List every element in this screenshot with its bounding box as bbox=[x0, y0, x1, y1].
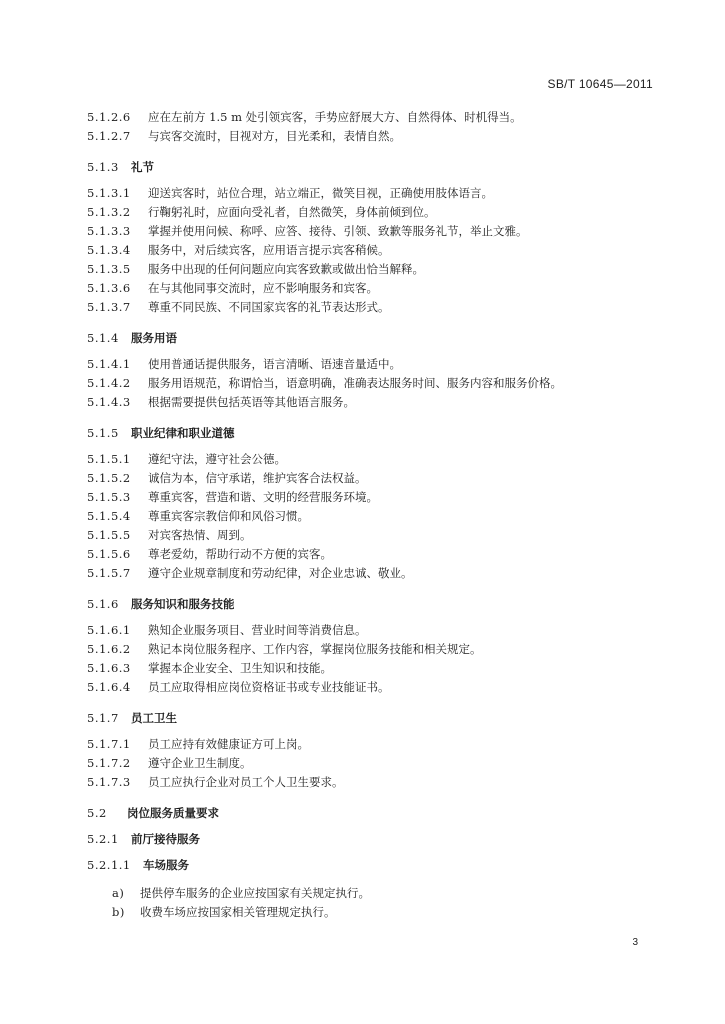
clause-item bbox=[87, 355, 667, 374]
clause-number: 5.1.5.1 bbox=[87, 452, 131, 466]
clause-number: 5.2 bbox=[87, 806, 107, 820]
clause-item bbox=[87, 564, 667, 583]
clause-number: 5.1.5.2 bbox=[87, 471, 131, 485]
clause-number: 5.1.3.4 bbox=[87, 243, 131, 257]
clause-number: 5.2.1 bbox=[87, 832, 119, 846]
clause-number: 5.1.3.5 bbox=[87, 262, 131, 276]
clause-number: 5.1.6.1 bbox=[87, 623, 131, 637]
clause-number: 5.1.3.6 bbox=[87, 281, 131, 295]
clause-text: 对宾客热情、周到。 bbox=[148, 528, 252, 542]
clause-number: 5.1.5.5 bbox=[87, 528, 131, 542]
clause-item bbox=[87, 393, 667, 412]
clause-item bbox=[87, 450, 667, 469]
clause-item bbox=[87, 621, 667, 640]
clause-number: a) bbox=[112, 886, 125, 900]
clause-number: 5.1.6.2 bbox=[87, 642, 131, 656]
clause-item bbox=[87, 754, 667, 773]
clause-number: 5.1.4 bbox=[87, 331, 119, 345]
clause-item bbox=[87, 298, 667, 317]
clause-text: 岗位服务质量要求 bbox=[127, 806, 219, 820]
clause-item bbox=[87, 735, 667, 754]
clause-text: 服务用语规范，称谓恰当，语意明确，准确表达服务时间、服务内容和服务价格。 bbox=[148, 376, 562, 390]
clause-text: 尊重宾客宗教信仰和风俗习惯。 bbox=[148, 509, 309, 523]
clause-item bbox=[87, 659, 667, 678]
clause-text: 掌握并使用问候、称呼、应答、接待、引领、致歉等服务礼节，举止文雅。 bbox=[148, 224, 528, 238]
clause-text: 迎送宾客时，站位合理，站立端正，微笑目视，正确使用肢体语言。 bbox=[148, 186, 493, 200]
clause-item bbox=[87, 507, 667, 526]
clause-number: 5.1.2.7 bbox=[87, 129, 131, 143]
clause-number: 5.1.3 bbox=[87, 160, 119, 174]
clause-number: 5.1.3.2 bbox=[87, 205, 131, 219]
clause-text: 熟记本岗位服务程序、工作内容，掌握岗位服务技能和相关规定。 bbox=[148, 642, 482, 656]
clause-number: 5.1.4.1 bbox=[87, 357, 131, 371]
clause-text: 服务知识和服务技能 bbox=[131, 597, 235, 611]
subsection-heading bbox=[87, 830, 667, 849]
section-heading bbox=[87, 804, 667, 823]
clause-number: 5.1.6 bbox=[87, 597, 119, 611]
document-body bbox=[87, 108, 667, 922]
clause-text: 服务中，对后续宾客，应用语言提示宾客稍候。 bbox=[148, 243, 390, 257]
clause-text: 应在左前方 1.5 m 处引领宾客，手势应舒展大方、自然得体、时机得当。 bbox=[148, 110, 522, 124]
clause-number: 5.1.3.7 bbox=[87, 300, 131, 314]
clause-item bbox=[87, 127, 667, 146]
clause-number: 5.1.6.3 bbox=[87, 661, 131, 675]
clause-number: 5.1.7.1 bbox=[87, 737, 131, 751]
clause-text: 行鞠躬礼时，应面向受礼者，自然微笑，身体前倾到位。 bbox=[148, 205, 436, 219]
clause-text: 诚信为本，信守承诺，维护宾客合法权益。 bbox=[148, 471, 367, 485]
clause-text: 掌握本企业安全、卫生知识和技能。 bbox=[148, 661, 332, 675]
clause-number: 5.1.5.3 bbox=[87, 490, 131, 504]
clause-number: 5.1.7.2 bbox=[87, 756, 131, 770]
subsection-heading bbox=[87, 595, 667, 614]
subsection-heading bbox=[87, 329, 667, 348]
clause-item bbox=[87, 260, 667, 279]
clause-item bbox=[87, 222, 667, 241]
clause-text: 在与其他同事交流时，应不影响服务和宾客。 bbox=[148, 281, 378, 295]
clause-text: 尊重不同民族、不同国家宾客的礼节表达形式。 bbox=[148, 300, 390, 314]
clause-number: 5.1.4.2 bbox=[87, 376, 131, 390]
clause-text: 遵守企业卫生制度。 bbox=[148, 756, 252, 770]
subsection-heading bbox=[87, 158, 667, 177]
clause-item bbox=[87, 374, 667, 393]
standard-code-header: SB/T 10645—2011 bbox=[547, 77, 653, 91]
clause-text: 遵守企业规章制度和劳动纪律，对企业忠诚、敬业。 bbox=[148, 566, 413, 580]
clause-item bbox=[87, 279, 667, 298]
clause-text: 与宾客交流时，目视对方，目光柔和，表情自然。 bbox=[148, 129, 401, 143]
clause-text: 熟知企业服务项目、营业时间等消费信息。 bbox=[148, 623, 367, 637]
clause-text: 前厅接待服务 bbox=[131, 832, 200, 846]
clause-number: 5.1.4.3 bbox=[87, 395, 131, 409]
clause-number: 5.1.3.1 bbox=[87, 186, 131, 200]
clause-item bbox=[87, 184, 667, 203]
clause-number: 5.1.7 bbox=[87, 711, 119, 725]
clause-number: 5.1.2.6 bbox=[87, 110, 131, 124]
clause-text: 员工应取得相应岗位资格证书或专业技能证书。 bbox=[148, 680, 390, 694]
clause-number: 5.1.5.7 bbox=[87, 566, 131, 580]
clause-text: 尊重宾客，营造和谐、文明的经营服务环境。 bbox=[148, 490, 378, 504]
clause-text: 收费车场应按国家相关管理规定执行。 bbox=[140, 905, 336, 919]
clause-number: 5.2.1.1 bbox=[87, 858, 131, 872]
list-item bbox=[87, 903, 667, 922]
clause-text: 根据需要提供包括英语等其他语言服务。 bbox=[148, 395, 355, 409]
list-item bbox=[87, 884, 667, 903]
clause-item bbox=[87, 526, 667, 545]
clause-number: b) bbox=[112, 905, 125, 919]
subsection-heading bbox=[87, 424, 667, 443]
clause-item bbox=[87, 640, 667, 659]
clause-item bbox=[87, 678, 667, 697]
clause-item bbox=[87, 469, 667, 488]
clause-text: 礼节 bbox=[131, 160, 154, 174]
clause-number: 5.1.6.4 bbox=[87, 680, 131, 694]
clause-number: 5.1.7.3 bbox=[87, 775, 131, 789]
clause-item bbox=[87, 773, 667, 792]
clause-text: 服务中出现的任何问题应向宾客致歉或做出恰当解释。 bbox=[148, 262, 424, 276]
subsection-heading bbox=[87, 709, 667, 728]
clause-item bbox=[87, 488, 667, 507]
clause-text: 服务用语 bbox=[131, 331, 177, 345]
clause-text: 使用普通话提供服务，语言清晰、语速音量适中。 bbox=[148, 357, 401, 371]
clause-text: 提供停车服务的企业应按国家有关规定执行。 bbox=[140, 886, 370, 900]
clause-text: 车场服务 bbox=[143, 858, 189, 872]
clause-item bbox=[87, 203, 667, 222]
clause-text: 职业纪律和职业道德 bbox=[131, 426, 235, 440]
clause-text: 尊老爱幼，帮助行动不方便的宾客。 bbox=[148, 547, 332, 561]
clause-heading bbox=[87, 856, 667, 875]
clause-item bbox=[87, 108, 667, 127]
clause-number: 5.1.5 bbox=[87, 426, 119, 440]
clause-text: 员工应执行企业对员工个人卫生要求。 bbox=[148, 775, 344, 789]
clause-item bbox=[87, 545, 667, 564]
clause-number: 5.1.3.3 bbox=[87, 224, 131, 238]
clause-item bbox=[87, 241, 667, 260]
clause-text: 员工卫生 bbox=[131, 711, 177, 725]
clause-text: 员工应持有效健康证方可上岗。 bbox=[148, 737, 309, 751]
clause-text: 遵纪守法，遵守社会公德。 bbox=[148, 452, 286, 466]
page-number: 3 bbox=[632, 937, 638, 948]
clause-number: 5.1.5.4 bbox=[87, 509, 131, 523]
clause-number: 5.1.5.6 bbox=[87, 547, 131, 561]
